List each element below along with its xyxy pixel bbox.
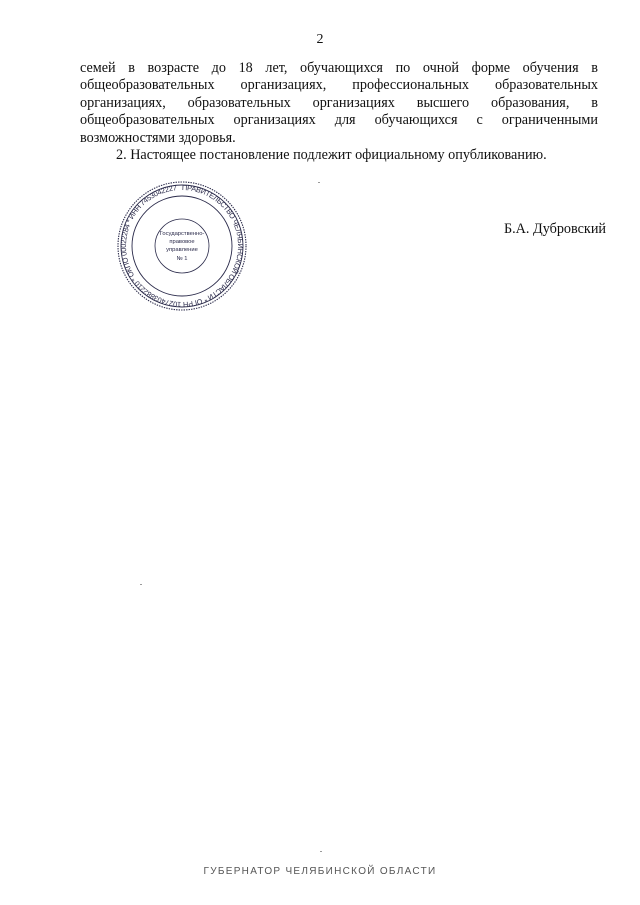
official-seal-stamp: [116, 180, 248, 312]
footer-letterhead: ГУБЕРНАТОР ЧЕЛЯБИНСКОЙ ОБЛАСТИ: [203, 866, 437, 877]
seal-outer-text: [119, 183, 245, 309]
page-number: 2: [316, 32, 324, 47]
seal-center-line-1: Государственно-: [159, 231, 205, 237]
scan-speck: [318, 182, 320, 183]
signer-name: Б.А. Дубровский: [503, 221, 606, 237]
paragraph-continuation: семей в возрасте до 18 лет, обучающихся по очной форме обучения в общеобразовательных организациях, профессиональных образовательных организациях, образовательных организациях высшего образования, в общеобразовательных организациях для обучающихся с ограниченными возможностями здоровья.: [80, 60, 598, 146]
paragraph-publication-clause: 2. Настоящее постановление подлежит официальному опубликованию.: [116, 147, 547, 164]
seal-outer-text-path: ПРАВИТЕЛЬСТВО ЧЕЛЯБИНСКОЙ ОБЛАСТИ * ОГРН 1027403882210 * ОКПО 00022284 * ИНН 7453042227: [118, 182, 245, 310]
scan-speck: [320, 851, 322, 852]
seal-center-line-2: правовое: [169, 239, 195, 245]
seal-center-line-3: управление: [166, 247, 198, 253]
document-body: [80, 60, 598, 164]
scan-speck: [140, 584, 142, 585]
seal-center-line-4: № 1: [176, 256, 188, 262]
